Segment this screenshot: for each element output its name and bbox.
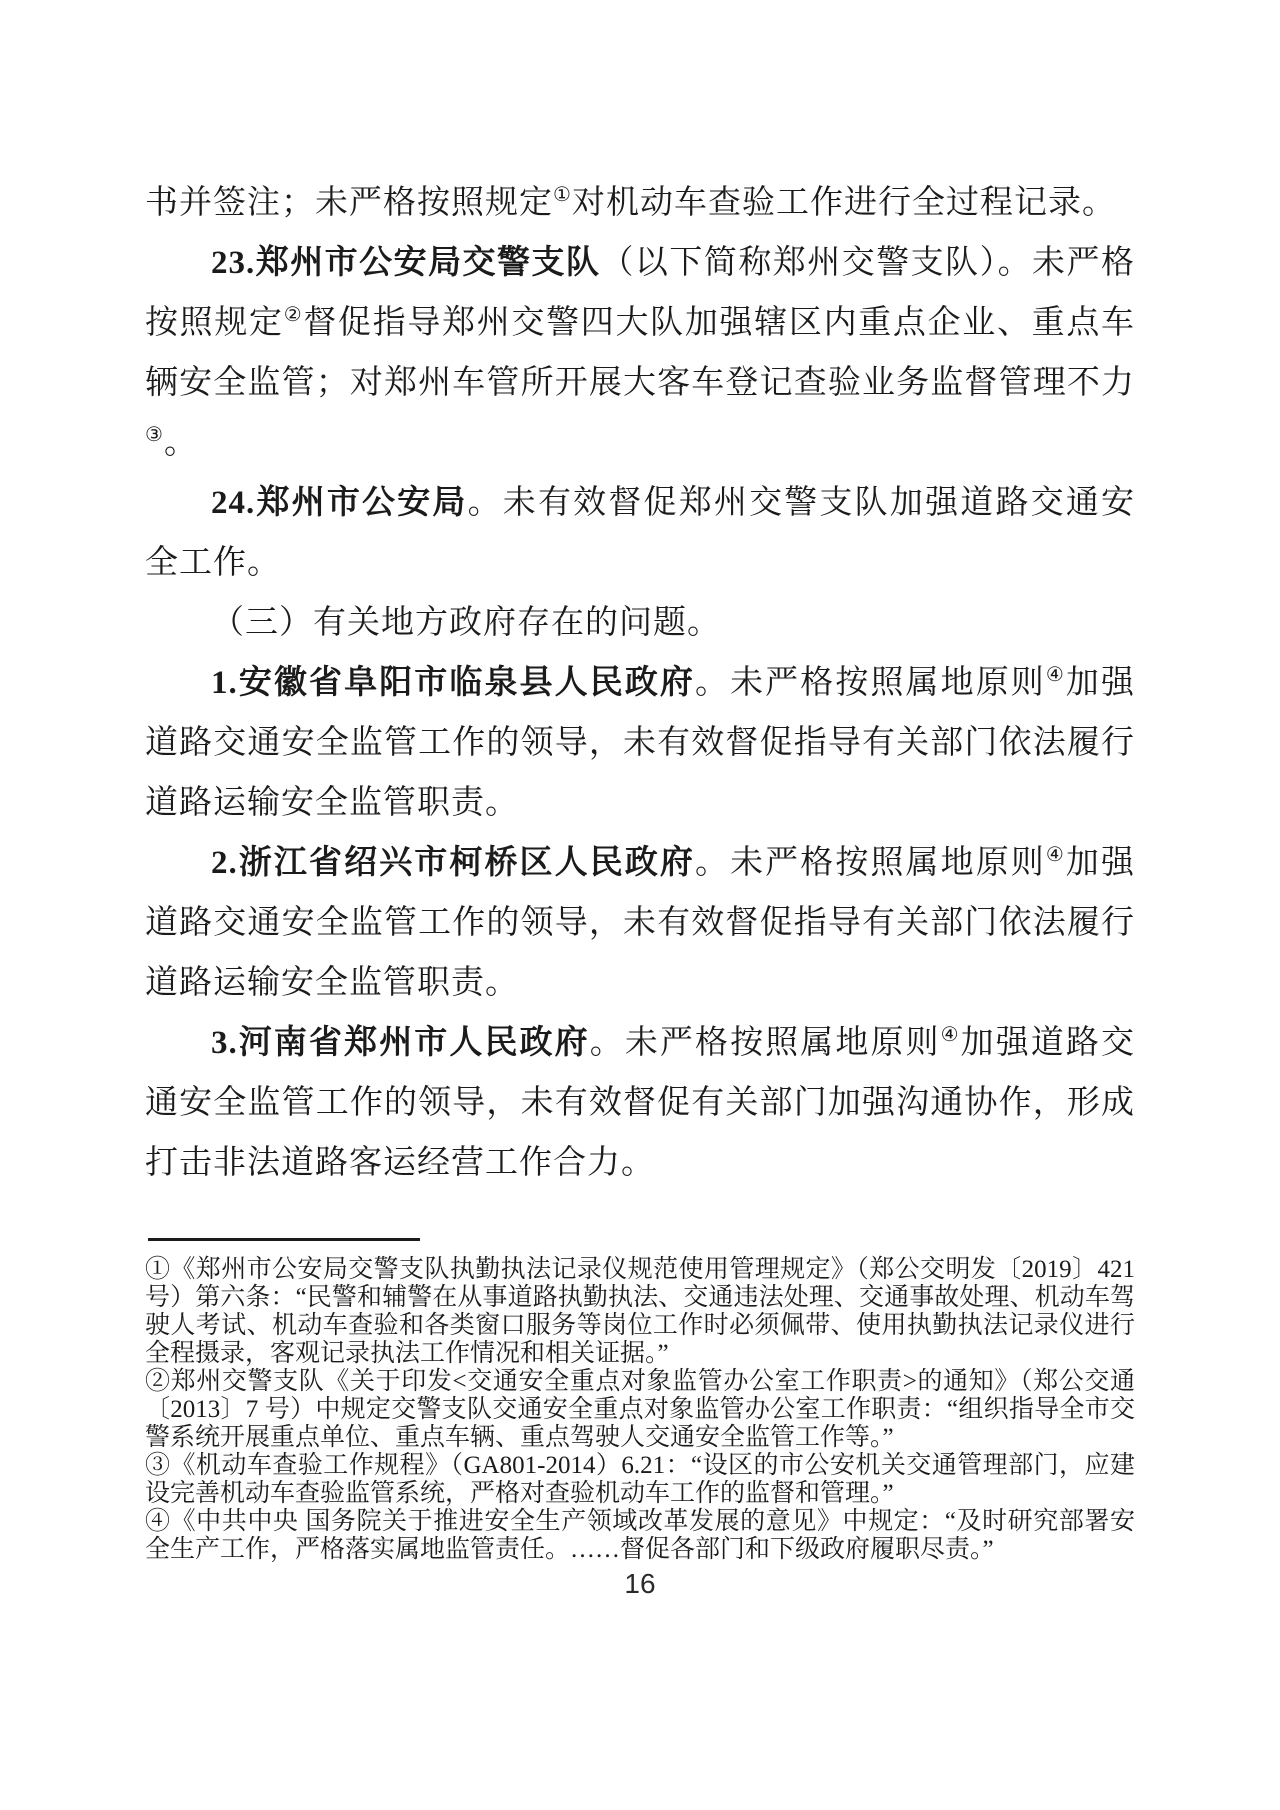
- item-24-heading: 24.郑州市公安局: [211, 485, 468, 521]
- paragraph-text: 加强道路交通安全监管工作的领导，未有效督促有关部门加强沟通协作，形成打击非法道路客运经营工作合力。: [145, 1025, 1136, 1181]
- paragraph-text: 对机动车查验工作进行全过程记录。: [571, 185, 1116, 221]
- paragraph-text: 加强道路交通安全监管工作的领导，未有效督促指导有关部门依法履行道路运输安全监管职责。: [145, 665, 1136, 821]
- item-1-heading: 1.安徽省阜阳市临泉县人民政府: [211, 665, 695, 701]
- footnote-ref-4: ④: [1045, 664, 1066, 686]
- item-23-heading: 23.郑州市公安局交警支队: [211, 245, 601, 281]
- section-heading-text: （三）有关地方政府存在的问题。: [211, 605, 721, 641]
- page-number: 16: [624, 1568, 656, 1599]
- paragraph-text: 。未严格按照属地原则: [695, 665, 1046, 701]
- section-heading-3: [145, 593, 1135, 653]
- paragraph-text: 。未有效督促郑州交警支队加强道路交通安全工作。: [145, 485, 1136, 581]
- paragraph-text: 。未严格按照属地原则: [695, 845, 1046, 881]
- footnote-separator: [148, 1238, 420, 1241]
- footnote-ref-2: ②: [283, 304, 304, 326]
- paragraph-item-23: [145, 233, 1135, 473]
- paragraph-text: 。未严格按照属地原则: [589, 1025, 941, 1061]
- item-2-heading: 2.浙江省绍兴市柯桥区人民政府: [211, 845, 695, 881]
- footnotes: [145, 1256, 1135, 1564]
- item-3-heading: 3.河南省郑州市人民政府: [211, 1025, 590, 1061]
- paragraph-item-3: [145, 1013, 1135, 1193]
- paragraph-continuation: [145, 173, 1135, 233]
- paragraph-text: （以下简称郑州交警支队）。未严格按照规定: [145, 245, 1136, 341]
- footnote-3: ③《机动车查验工作规程》（GA801-2014）6.21：“设区的市公安机关交通管理部门，应建设完善机动车查验监管系统，严格对查验机动车工作的监督和管理。”: [145, 1452, 1135, 1507]
- footnote-ref-4: ④: [1045, 844, 1066, 866]
- footnote-ref-1: ①: [553, 184, 572, 206]
- paragraph-item-24: [145, 473, 1135, 593]
- footnote-4: ④《中共中央 国务院关于推进安全生产领域改革发展的意见》中规定：“及时研究部署安全生产工作，严格落实属地监管责任。……督促各部门和下级政府履职尽责。”: [145, 1508, 1135, 1563]
- paragraph-text: 。: [163, 425, 198, 461]
- footnote-ref-3: ③: [145, 424, 164, 446]
- footnote-1: ①《郑州市公安局交警支队执勤执法记录仪规范使用管理规定》（郑公交明发〔2019〕421 号）第六条：“民警和辅警在从事道路执勤执法、交通违法处理、交通事故处理、机动车驾驶人考试、机动车查验和各类窗口服务等岗位工作时必须佩带、使用执勤执法记录仪进行全程摄录，客观记录执法工作情况和相关证据。”: [145, 1256, 1135, 1367]
- paragraph-text: 书并签注；未严格按照规定: [145, 185, 553, 221]
- footnote-ref-4: ④: [940, 1024, 961, 1046]
- paragraph-item-1: [145, 653, 1135, 833]
- paragraph-text: 督促指导郑州交警四大队加强辖区内重点企业、重点车辆安全监管；对郑州车管所开展大客车登记查验业务监督管理不力: [145, 305, 1136, 401]
- main-text: [145, 173, 1135, 1193]
- footnote-2: ②郑州交警支队《关于印发<交通安全重点对象监管办公室工作职责>的通知》（郑公交通〔2013〕7 号）中规定交警支队交通安全重点对象监管办公室工作职责：“组织指导全市交警系统开展重点单位、重点车辆、重点驾驶人交通安全监管工作等。”: [145, 1368, 1135, 1451]
- paragraph-item-2: [145, 833, 1135, 1013]
- paragraph-text: 加强道路交通安全监管工作的领导，未有效督促指导有关部门依法履行道路运输安全监管职责。: [145, 845, 1136, 1001]
